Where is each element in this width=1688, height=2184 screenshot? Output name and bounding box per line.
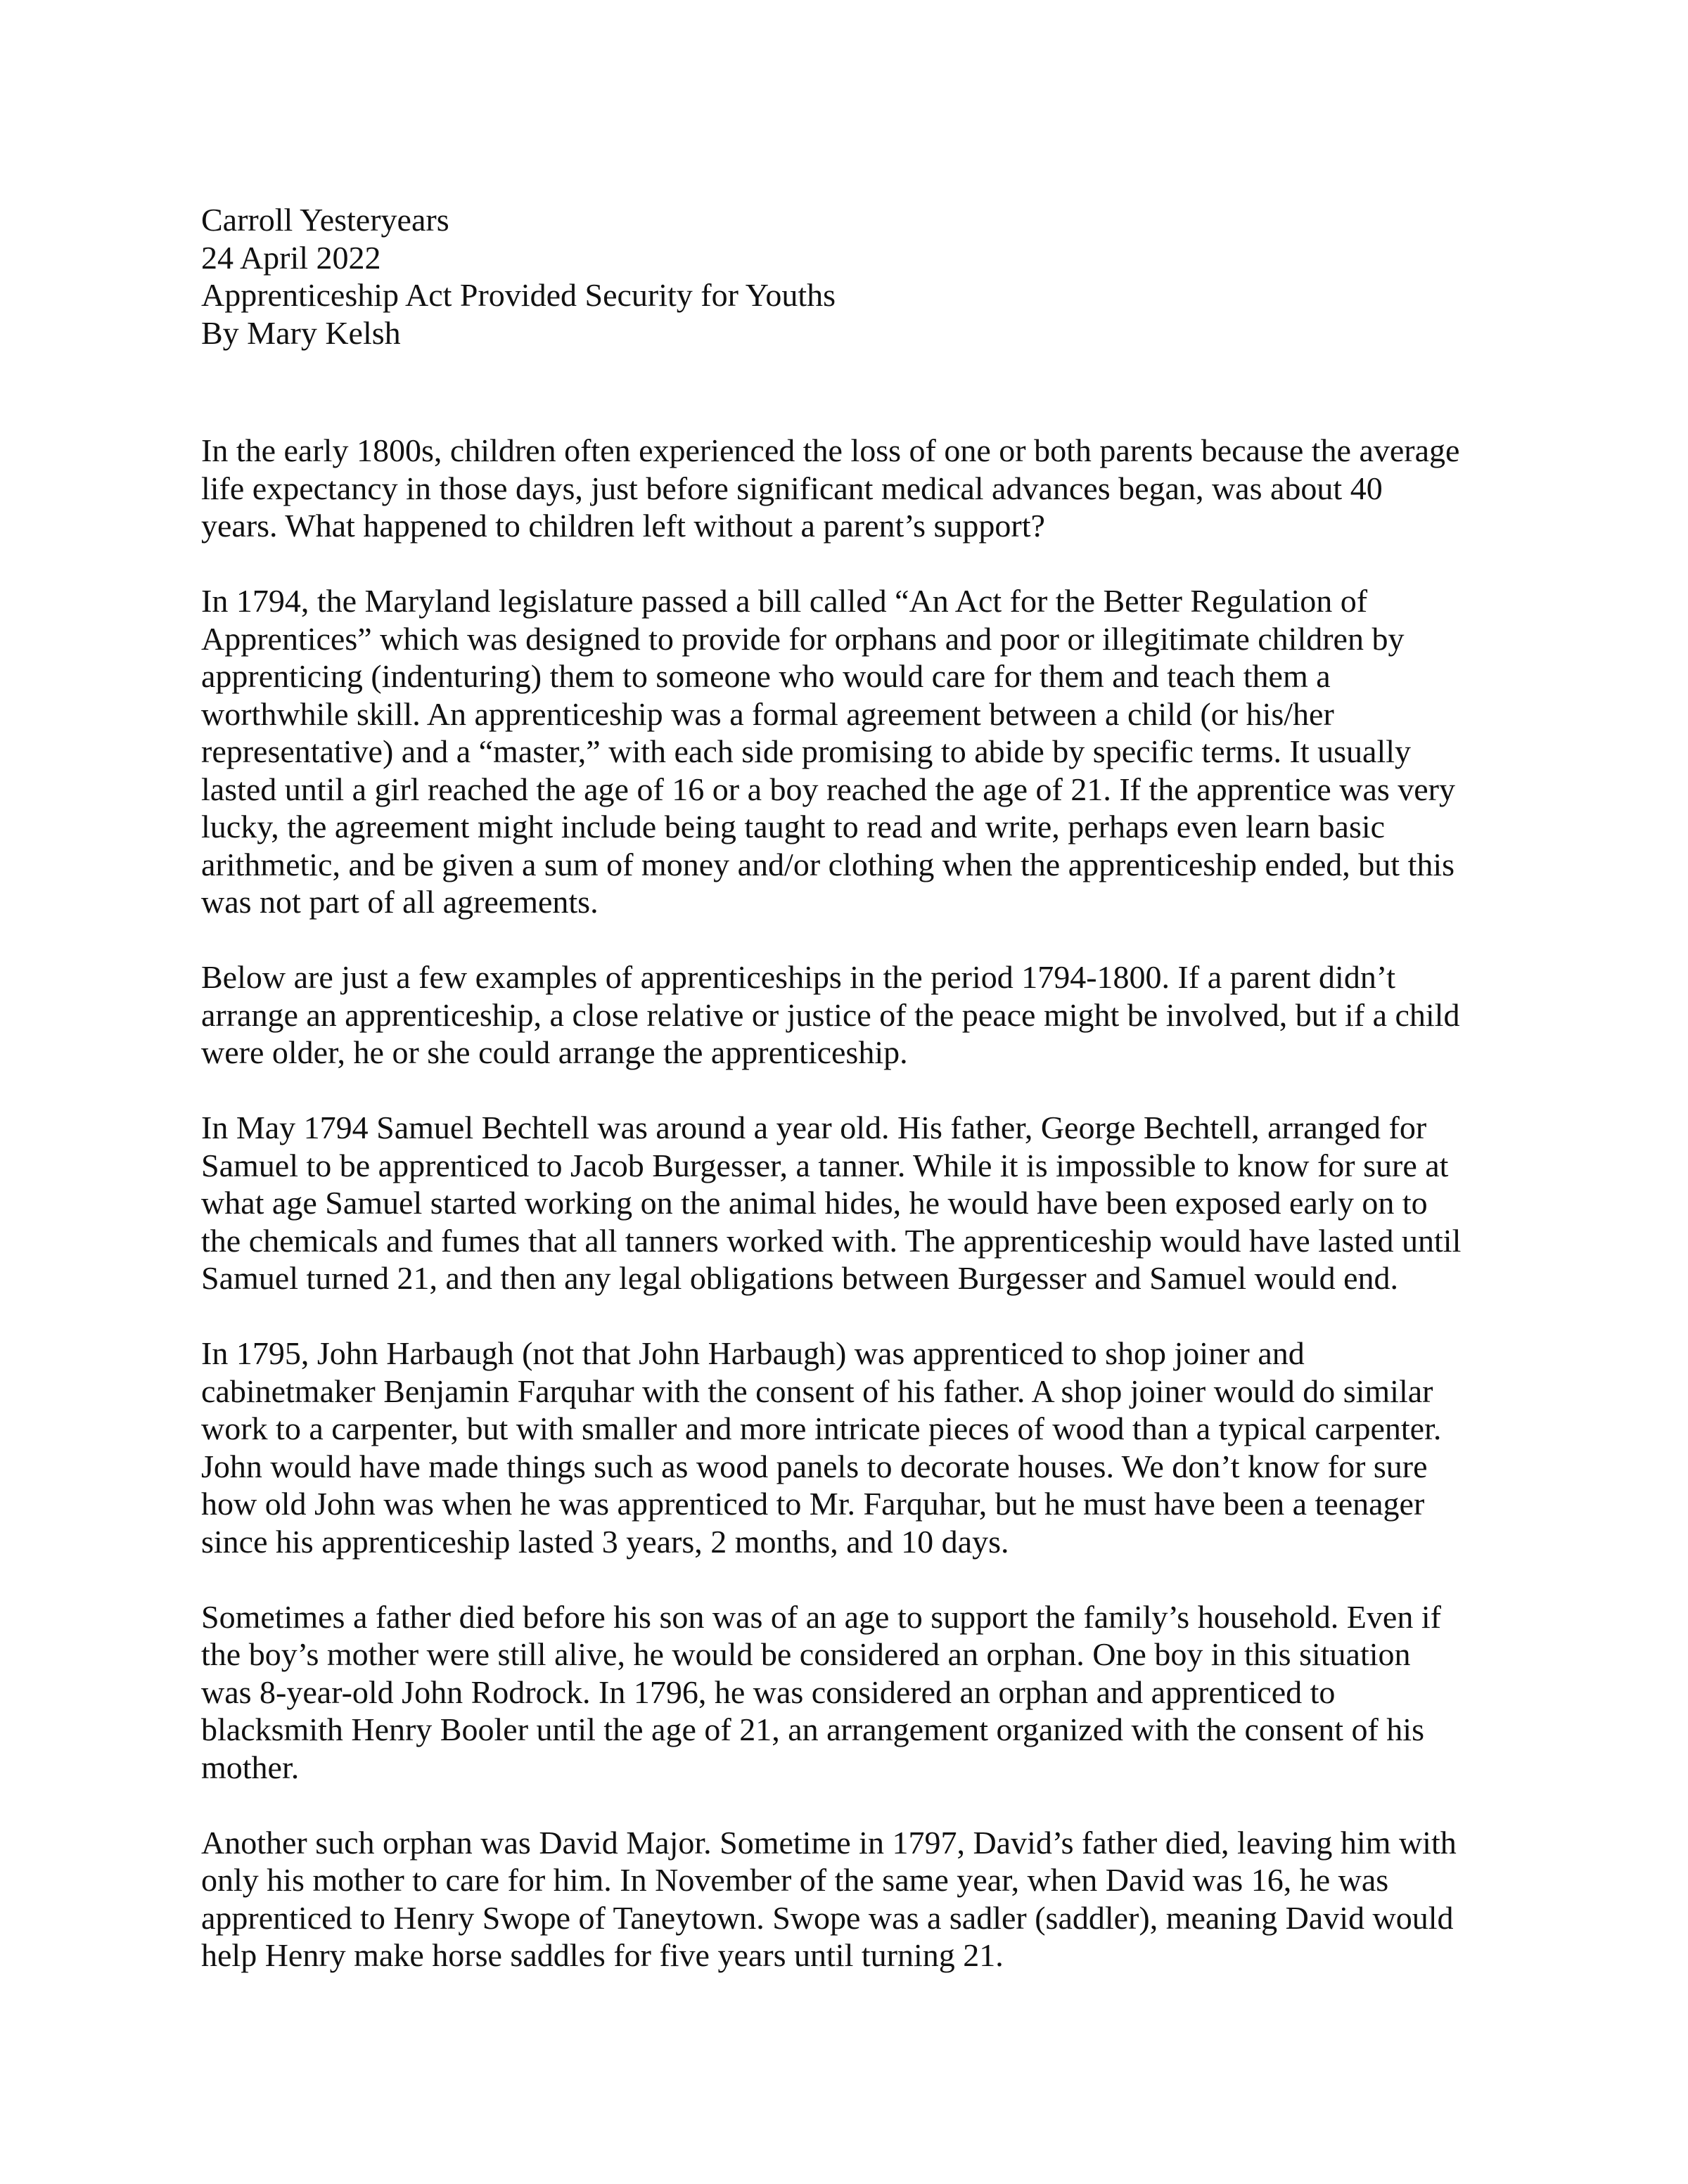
text-line: life expectancy in those days, just before significant medical advances began, was about 40: [201, 470, 1383, 506]
text-line: help Henry make horse saddles for five years until turning 21.: [201, 1937, 1004, 1973]
text-line: apprenticed to Henry Swope of Taneytown. Swope was a sadler (saddler), meaning David would: [201, 1899, 1454, 1936]
paragraph: [201, 1109, 1509, 1297]
column-name: Carroll Yesteryears: [201, 202, 449, 238]
text-line: Apprentices” which was designed to provide for orphans and poor or illegitimate children by: [201, 620, 1405, 657]
text-line: the boy’s mother were still alive, he would be considered an orphan. One boy in this situation: [201, 1636, 1411, 1672]
paragraph: [201, 1598, 1509, 1787]
paragraph: [201, 1824, 1509, 1974]
text-line: lucky, the agreement might include being taught to read and write, perhaps even learn basic: [201, 809, 1386, 844]
text-line: the chemicals and fumes that all tanners worked with. The apprenticeship would have lasted until: [201, 1222, 1462, 1259]
text-line: Samuel turned 21, and then any legal obligations between Burgesser and Samuel would end.: [201, 1260, 1399, 1296]
paragraph: [201, 432, 1509, 545]
text-line: arithmetic, and be given a sum of money and/or clothing when the apprenticeship ended, but this: [201, 846, 1455, 882]
article-header: [201, 201, 1509, 352]
text-line: Below are just a few examples of apprenticeships in the period 1794-1800. If a parent didn’t: [201, 959, 1396, 995]
text-line: work to a carpenter, but with smaller and more intricate pieces of wood than a typical carpenter.: [201, 1411, 1442, 1446]
article-title: Apprenticeship Act Provided Security for Youths: [201, 277, 836, 313]
text-line: lasted until a girl reached the age of 16 or a boy reached the age of 21. If the apprentice was very: [201, 771, 1455, 807]
text-line: Sometimes a father died before his son was of an age to support the family’s household. Even if: [201, 1598, 1441, 1635]
byline: By Mary Kelsh: [201, 314, 401, 351]
text-line: were older, he or she could arrange the apprenticeship.: [201, 1034, 908, 1070]
text-line: In the early 1800s, children often experienced the loss of one or both parents because the average: [201, 432, 1460, 468]
text-line: how old John was when he was apprenticed to Mr. Farquhar, but he must have been a teenager: [201, 1486, 1425, 1522]
text-line: only his mother to care for him. In November of the same year, when David was 16, he was: [201, 1862, 1389, 1898]
text-line: Samuel to be apprenticed to Jacob Burgesser, a tanner. While it is impossible to know for sure at: [201, 1147, 1449, 1183]
text-line: was not part of all agreements.: [201, 884, 599, 920]
text-line: Another such orphan was David Major. Sometime in 1797, David’s father died, leaving him with: [201, 1824, 1457, 1861]
article-body: [201, 432, 1509, 1974]
text-line: John would have made things such as wood panels to decorate houses. We don’t know for sure: [201, 1448, 1428, 1484]
document-page: [201, 201, 1509, 2012]
text-line: what age Samuel started working on the animal hides, he would have been exposed early on to: [201, 1185, 1428, 1221]
text-line: worthwhile skill. An apprenticeship was a formal agreement between a child (or his/her: [201, 695, 1334, 732]
text-line: blacksmith Henry Booler until the age of 21, an arrangement organized with the consent of his: [201, 1711, 1424, 1747]
text-line: In 1794, the Maryland legislature passed a bill called “An Act for the Better Regulation of: [201, 583, 1368, 619]
text-line: representative) and a “master,” with each side promising to abide by specific terms. It usually: [201, 733, 1412, 769]
text-line: In May 1794 Samuel Bechtell was around a year old. His father, George Bechtell, arranged for: [201, 1110, 1427, 1145]
text-line: mother.: [201, 1749, 300, 1785]
text-line: arrange an apprenticeship, a close relative or justice of the peace might be involved, but if a child: [201, 996, 1460, 1033]
paragraph: [201, 582, 1509, 921]
text-line: In 1795, John Harbaugh (not that John Harbaugh) was apprenticed to shop joiner and: [201, 1335, 1305, 1371]
text-line: cabinetmaker Benjamin Farquhar with the consent of his father. A shop joiner would do similar: [201, 1373, 1433, 1409]
text-line: apprenticing (indenturing) them to someone who would care for them and teach them a: [201, 658, 1331, 694]
paragraph: [201, 958, 1509, 1072]
text-line: was 8-year-old John Rodrock. In 1796, he was considered an orphan and apprenticed to: [201, 1674, 1336, 1710]
text-line: years. What happened to children left without a parent’s support?: [201, 508, 1045, 544]
paragraph: [201, 1335, 1509, 1560]
article-date: 24 April 2022: [201, 239, 381, 276]
text-line: since his apprenticeship lasted 3 years, 2 months, and 10 days.: [201, 1523, 1009, 1560]
